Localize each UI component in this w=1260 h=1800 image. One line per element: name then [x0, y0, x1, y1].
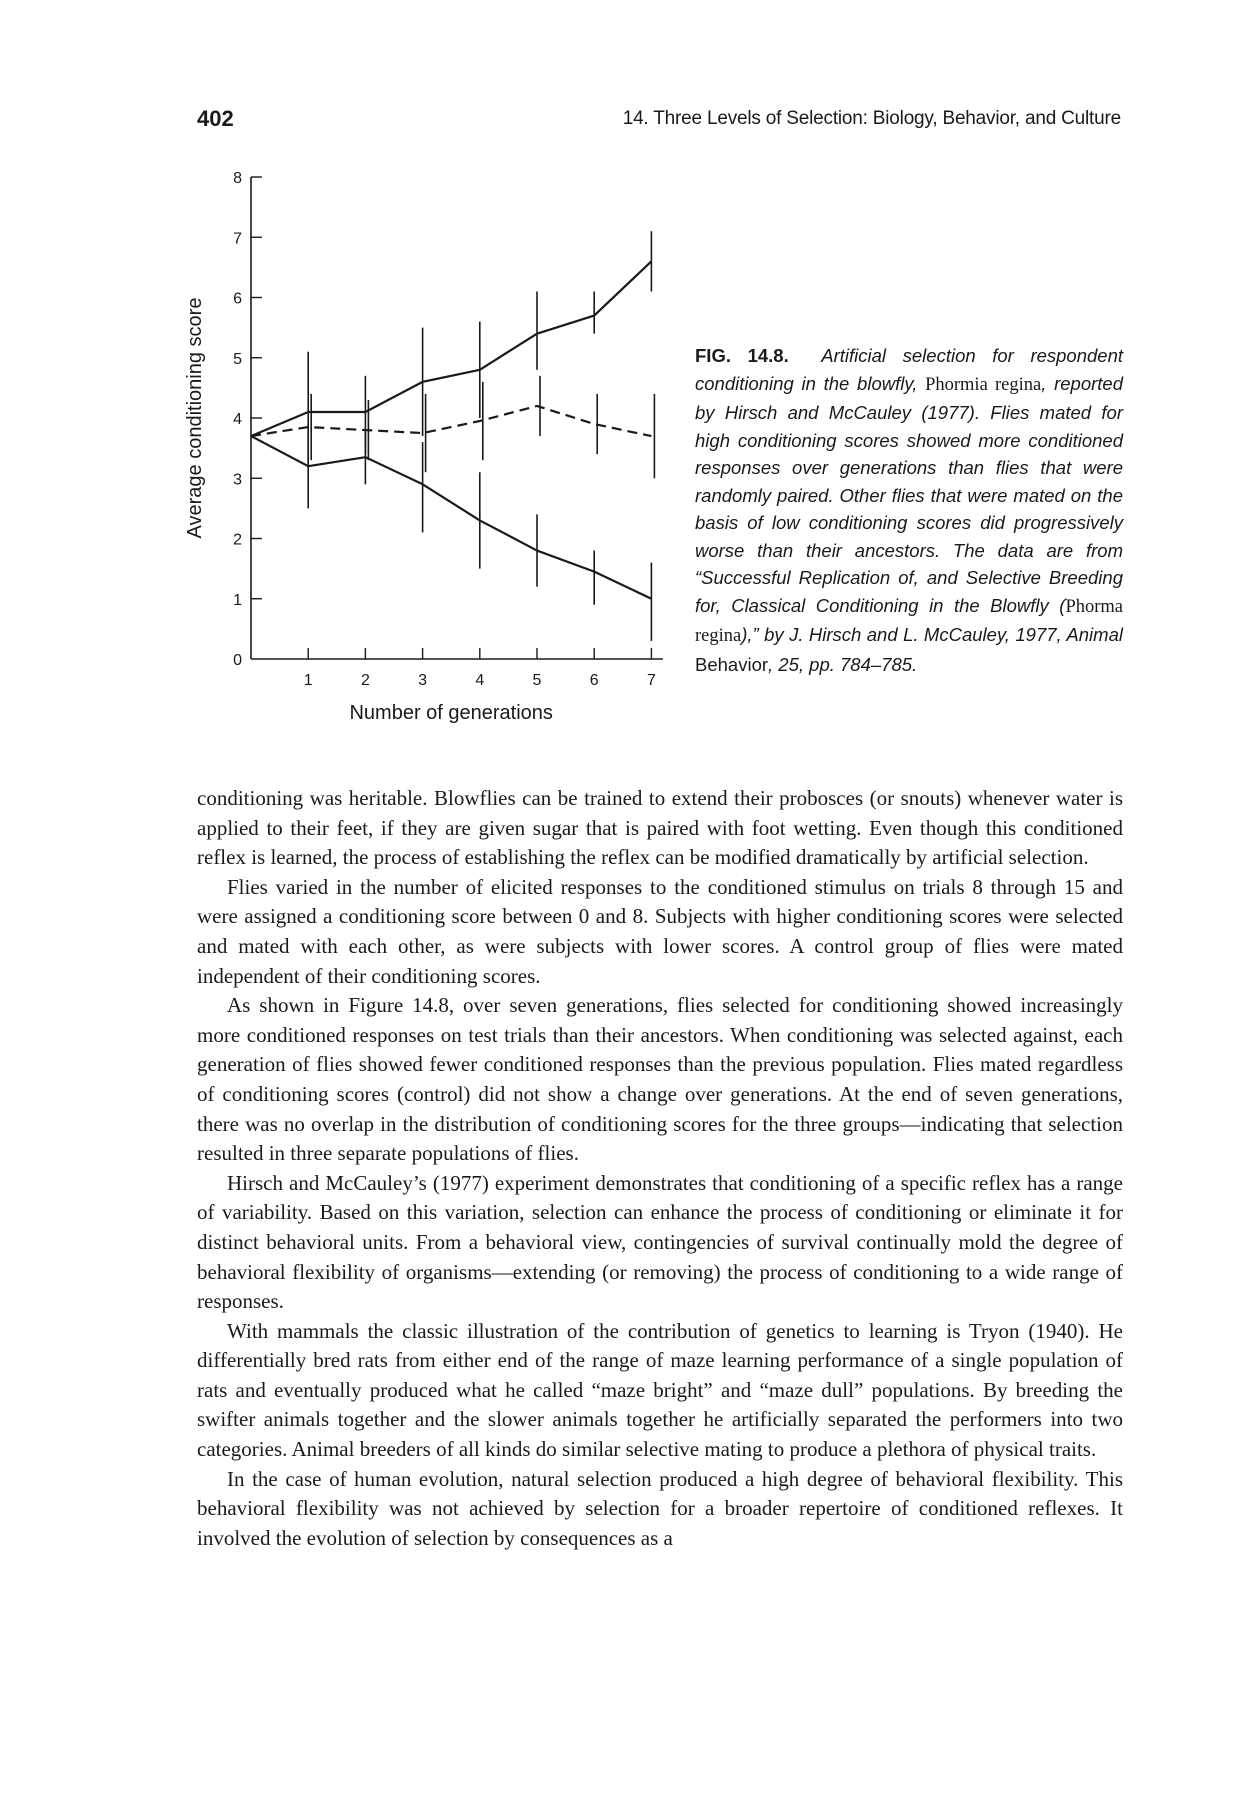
chart-svg — [184, 160, 675, 730]
x-axis-title: Number of generations — [349, 702, 553, 724]
series-line-3 — [251, 436, 651, 599]
x-tick-label: 5 — [532, 672, 542, 689]
y-tick-label: 1 — [233, 591, 242, 609]
x-tick-label: 4 — [475, 672, 485, 689]
body-paragraph: Hirsch and McCauley’s (1977) experiment demonstrates that conditioning of a specific reflex has a range of variability. Based on this variation, selection can enhance the process of conditioning or eliminate it for distinct behavioral units. From a behavioral view, contingencies of survival continually mold the degree of behavioral flexibility of organisms—extending (or removing) the process of conditioning to a wide range of responses. — [197, 1170, 1123, 1314]
x-tick-label: 3 — [418, 672, 428, 689]
chapter-title: 14. Three Levels of Selection: Biology, Behavior, and Culture — [622, 108, 1121, 129]
y-tick-label: 4 — [233, 411, 242, 428]
page-number: 402 — [197, 106, 234, 131]
x-tick-label: 2 — [360, 672, 370, 689]
y-tick-label: 7 — [233, 230, 242, 248]
running-head — [197, 106, 1121, 136]
y-axis-title: Average conditioning score — [184, 297, 206, 539]
body-paragraph: conditioning was heritable. Blowflies can be trained to extend their probosces (or snouts) whenever water is applied to their feet, if they are given sugar that is paired with foot wetting. Even though this conditioned reflex is learned, the process of establishing the reflex can be modified dramatically by artificial selection. — [197, 786, 1123, 870]
y-tick-label: 6 — [233, 290, 242, 308]
caption-text-3: ),” by J. Hirsch and L. McCauley, 1977, — [741, 624, 1062, 645]
caption-text-1: Artificial selection for respondent conditioning in the blowfly, — [695, 345, 1124, 394]
x-tick-label: 6 — [589, 672, 599, 689]
y-tick-label: 2 — [233, 531, 242, 549]
y-tick-label: 5 — [233, 350, 242, 368]
caption-journal-2: Behavior — [695, 653, 769, 675]
body-paragraph: Flies varied in the number of elicited responses to the conditioned stimulus on trials 8 through 15 and were assigned a conditioning score between 0 and 8. Subjects with higher conditioning scores were selected and mated with each other, as were subjects with lower scores. A control group of flies were mated independent of their conditioning scores. — [197, 874, 1123, 988]
figure-caption — [695, 342, 1123, 678]
x-tick-label: 7 — [646, 672, 656, 689]
caption-species-2: Phorma regina — [695, 596, 1123, 646]
caption-journal-1: Animal — [1066, 624, 1123, 645]
body-text — [197, 784, 1123, 1553]
body-paragraph: In the case of human evolution, natural selection produced a high degree of behavioral flexibility. This behavioral flexibility was not achieved by selection for a broader repertoire of conditioned reflexes. It involved the evolution of selection by consequences as a — [197, 1466, 1123, 1550]
figure-label: FIG. 14.8. — [695, 345, 789, 366]
body-paragraph: As shown in Figure 14.8, over seven generations, flies selected for conditioning showed increasingly more conditioned responses on test trials than their ancestors. When conditioning was selected against, each generation of flies showed fewer conditioned responses than the previous population. Flies mated regardless of conditioning scores (control) did not show a change over generations. At the end of seven generations, there was no overlap in the distribution of conditioning scores for the three groups—indicating that selection resulted in three separate populations of flies. — [197, 993, 1123, 1166]
body-paragraph: With mammals the classic illustration of the contribution of genetics to learning is Tryon (1940). He differentially bred rats from either end of the range of maze learning performance of a single population of rats and eventually produced what he called “maze bright” and “maze dull” populations. By breeding the swifter animals together and the slower animals together he artificially separated the performers into two categories. Animal breeders of all kinds do similar selective mating to produce a plethora of physical traits. — [197, 1318, 1123, 1462]
caption-species: Phormia regina — [925, 374, 1042, 395]
y-tick-label: 8 — [233, 170, 242, 187]
figure-chart — [184, 160, 675, 730]
y-tick-label: 0 — [233, 652, 242, 669]
caption-text-2: , reported by Hirsch and McCauley (1977). Flies mated for high conditioning scores showed more conditioned responses over generations than flies that were randomly paired. Other flies that were mated on the basis of low conditioning scores did progressively worse than their ancestors. The data are from “Successful Replication of, and Selective Breeding for, Classical Conditioning in the Blowfly ( — [695, 372, 1124, 616]
y-tick-label: 3 — [233, 471, 242, 489]
x-tick-label: 1 — [303, 672, 313, 689]
caption-text-4: , 25, pp. 784–785. — [768, 653, 918, 675]
